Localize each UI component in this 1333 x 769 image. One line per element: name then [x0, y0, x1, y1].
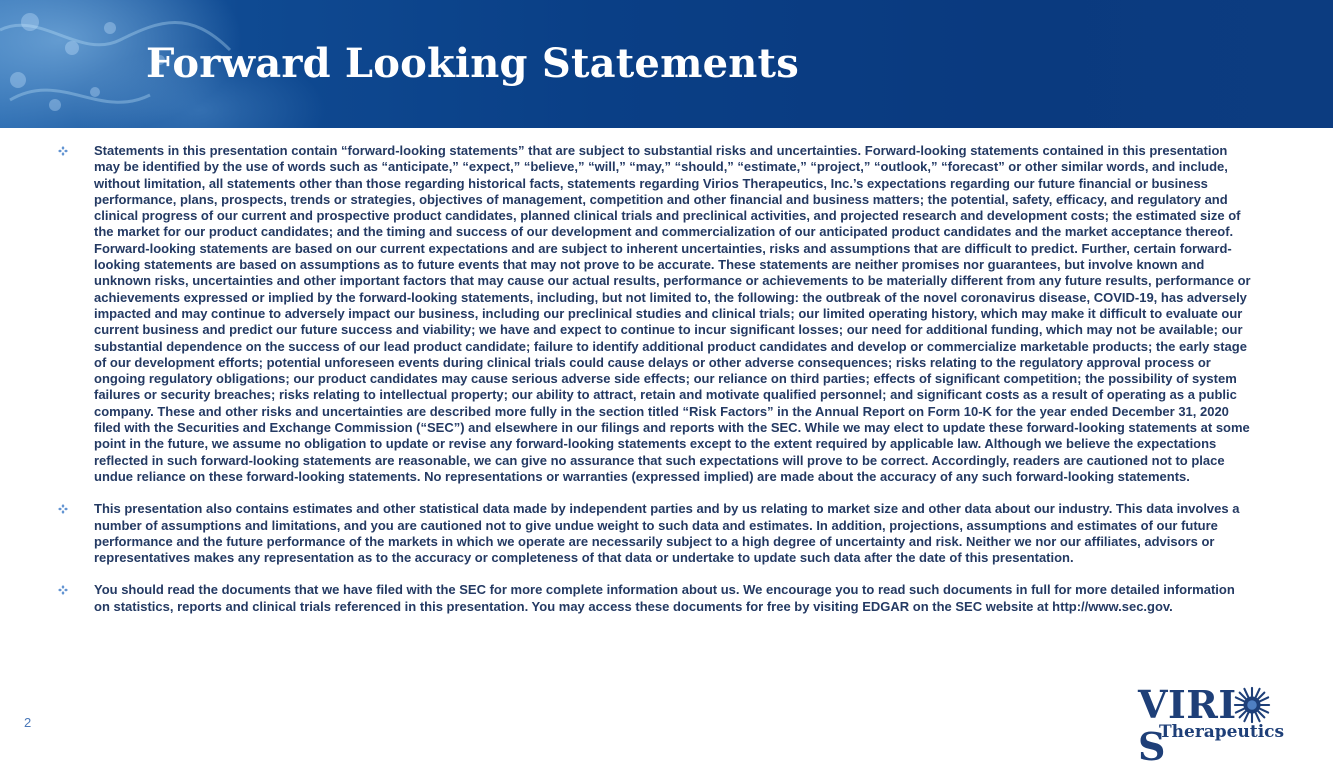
list-item	[58, 501, 1254, 566]
four-diamond-bullet-icon	[58, 146, 68, 156]
logo-subtitle: Therapeutics	[1159, 722, 1285, 742]
virus-star-icon	[1233, 686, 1271, 724]
page-title: Forward Looking Statements	[146, 40, 799, 87]
page-number: 2	[24, 715, 32, 730]
bullet-text: You should read the documents that we have filed with the SEC for more complete information about us. We encourage you to read such documents in full for more detailed information on statistics, reports and clinical trials referenced in this presentation. You may access these documents for free by visiting EDGAR on the SEC website at http://www.sec.gov.	[94, 582, 1235, 614]
bullet-text: Statements in this presentation contain “forward-looking statements” that are subject to substantial risks and uncertainties. Forward-looking statements contained in this presentation may be identified by the use of words such as “anticipate,” “expect,” “believe,” “will,” “may,” “should,” “estimate,” “project,” “outlook,” “forecast” or other similar words, and include, without limitation, all statements other than those regarding historical facts, statements regarding Virios Therapeutics, Inc.’s expectations regarding our future financial or business performance, plans, prospects, trends or strategies, objectives of management, competition and other financial and business matters; the potential, safety, efficacy, and regulatory and clinical progress of our current and prospective product candidates, planned clinical trials and preclinical activities, and projected research and development costs; the estimated size of the market for our product candidates; and the timing and success of our development and commercialization of our anticipated product candidates and the market acceptance thereof. Forward-looking statements are based on our current expectations and are subject to inherent uncertainties, risks and assumptions that are difficult to predict. Further, certain forward-looking statements are based on assumptions as to future events that may not prove to be accurate. These statements are neither promises nor guarantees, but involve known and unknown risks, uncertainties and other important factors that may cause our actual results, performance or achievements to be materially different from any future results, performance or achievements expressed or implied by the forward-looking statements, including, but not limited to, the following: the outbreak of the novel coronavirus disease, COVID-19, has adversely impacted and may continue to adversely impact our business, including our preclinical studies and clinical trials; our limited operating history, which may make it difficult to evaluate our current business and predict our future success and viability; we have and expect to continue to incur significant losses; our need for additional funding, which may not be available; our substantial dependence on the success of our lead product candidate; failure to identify additional product candidates and develop or commercialize marketable products; the early stage of our development efforts; potential unforeseen events during clinical trials could cause delays or other adverse consequences; risks relating to the regulatory approval process or ongoing regulatory obligations; our product candidates may cause serious adverse side effects; our reliance on third parties; effects of significant competition; the possibility of system failures or security breaches; risks relating to intellectual property; our ability to attract, retain and motivate qualified personnel; and significant costs as a result of operating as a public company. These and other risks and uncertainties are described more fully in the section titled “Risk Factors” in the Annual Report on Form 10-K for the year ended December 31, 2020 filed with the Securities and Exchange Commission (“SEC”) and elsewhere in our filings and reports with the SEC. While we may elect to update these forward-looking statements at some point in the future, we assume no obligation to update or revise any forward-looking statements except to the extent required by applicable law. Although we believe the expectations reflected in such forward-looking statements are reasonable, we can give no assurance that such expectations will prove to be correct. Accordingly, readers are cautioned not to place undue reliance on these forward-looking statements. No representations or warranties (expressed implied) are made about the accuracy of any such forward-looking statements.	[94, 143, 1251, 484]
list-item	[58, 582, 1254, 615]
four-diamond-bullet-icon	[58, 504, 68, 514]
bullet-text: This presentation also contains estimates and other statistical data made by independent parties and by us relating to market size and other data about our industry. This data involves a number of assumptions and limitations, and you are cautioned not to give undue weight to such data and estimates. In addition, projections, assumptions and estimates of our future performance and the future performance of the markets in which we operate are necessarily subject to a high degree of uncertainty and risk. Neither we nor our affiliates, advisors or representatives makes any representation as to the accuracy or completeness of that data or undertake to update such data after the date of this presentation.	[94, 501, 1240, 566]
statements-list	[58, 143, 1254, 615]
four-diamond-bullet-icon	[58, 585, 68, 595]
list-item	[58, 143, 1254, 485]
logo-word-prefix: VIRI	[1138, 682, 1237, 727]
logo-word-suffix: S	[1138, 724, 1166, 769]
header-banner	[0, 0, 1333, 128]
company-logo	[1138, 682, 1298, 769]
